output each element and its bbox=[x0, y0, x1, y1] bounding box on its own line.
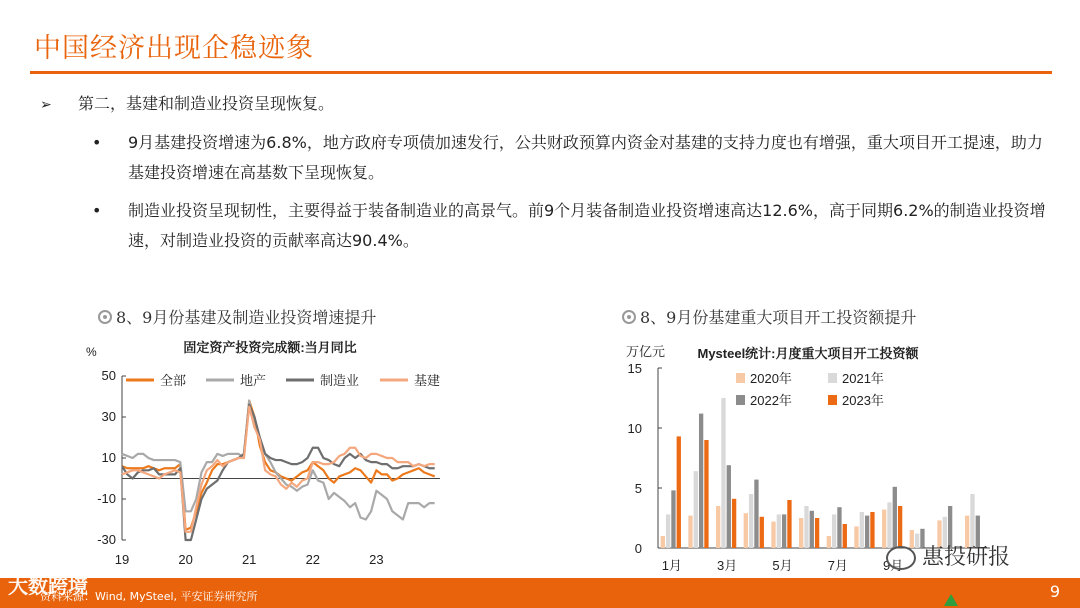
bar bbox=[661, 536, 665, 548]
watermark-left: 大数跨境 bbox=[8, 574, 88, 598]
y-tick-label: -30 bbox=[97, 532, 116, 547]
y-tick-label: 10 bbox=[627, 421, 642, 436]
page-number: 9 bbox=[1049, 582, 1060, 601]
y-axis-unit: 万亿元 bbox=[626, 344, 666, 359]
legend-swatch bbox=[828, 395, 837, 405]
bar bbox=[837, 507, 841, 548]
x-tick-label: 21 bbox=[241, 552, 257, 567]
y-tick-label: 10 bbox=[101, 450, 116, 465]
bar bbox=[787, 500, 791, 548]
watermark-right-text: 惠投研报 bbox=[922, 545, 1011, 570]
target-icon bbox=[98, 310, 112, 324]
bullet-item bbox=[92, 196, 1057, 256]
bar bbox=[754, 480, 758, 548]
left-chart-caption-text: 8、9月份基建及制造业投资增速提升 bbox=[116, 308, 377, 327]
bar bbox=[804, 506, 808, 548]
bullet-list bbox=[92, 128, 1057, 264]
y-tick-label: -10 bbox=[97, 491, 116, 506]
x-tick-label: 7月 bbox=[827, 558, 848, 573]
x-tick-label: 22 bbox=[305, 552, 321, 567]
x-axis bbox=[115, 479, 440, 568]
bar bbox=[727, 465, 731, 548]
bar bbox=[865, 516, 869, 548]
y-tick-label: 0 bbox=[634, 541, 642, 556]
y-axis-unit: % bbox=[86, 345, 97, 359]
bar bbox=[799, 518, 803, 548]
legend-label: 2022年 bbox=[750, 393, 792, 408]
bar bbox=[721, 398, 725, 548]
target-icon bbox=[622, 310, 636, 324]
x-tick-label: 19 bbox=[114, 552, 130, 567]
bullet-text: 9月基建投资增速为6.8%，地方政府专项债加速发行，公共财政预算内资金对基建的支持力度也有增强，重大项目开工提速，助力基建投资增速在高基数下呈现恢复。 bbox=[128, 133, 1043, 182]
bullet-text: 制造业投资呈现韧性，主要得益于装备制造业的高景气。前9个月装备制造业投资增速高达12.6%，高于同期6.2%的制造业投资增速，对制造业投资的贡献率高达90.4%。 bbox=[128, 201, 1046, 250]
legend-label: 全部 bbox=[160, 373, 187, 388]
wechat-icon bbox=[886, 546, 916, 570]
bar bbox=[716, 506, 720, 548]
bar bbox=[749, 494, 753, 548]
right-chart-caption bbox=[622, 305, 916, 328]
legend-swatch bbox=[736, 373, 745, 383]
bar bbox=[694, 471, 698, 548]
arrow-bullet-icon: ➢ bbox=[40, 97, 52, 113]
legend bbox=[736, 371, 884, 408]
bar bbox=[671, 490, 675, 548]
bar bbox=[843, 524, 847, 548]
y-axis bbox=[628, 361, 662, 556]
x-tick-label: 20 bbox=[178, 552, 193, 567]
bar bbox=[860, 512, 864, 548]
tree-logo-icon bbox=[944, 594, 958, 606]
plot-area bbox=[661, 398, 980, 548]
bar bbox=[777, 514, 781, 548]
bar bbox=[677, 436, 681, 548]
x-tick-label: 5月 bbox=[772, 558, 793, 573]
y-tick-label: 5 bbox=[634, 481, 642, 496]
plot-area bbox=[122, 401, 435, 540]
key-point bbox=[40, 91, 334, 114]
right-chart-caption-text: 8、9月份基建重大项目开工投资额提升 bbox=[640, 308, 917, 327]
legend-label: 2021年 bbox=[842, 371, 884, 386]
bar bbox=[771, 522, 775, 548]
bar bbox=[782, 514, 786, 548]
bullet-dot-icon: • bbox=[92, 201, 102, 220]
y-axis bbox=[97, 368, 126, 547]
y-tick-label: 15 bbox=[627, 361, 642, 376]
key-point-text: 第二，基建和制造业投资呈现恢复。 bbox=[78, 94, 335, 113]
legend bbox=[126, 373, 440, 388]
bar bbox=[832, 514, 836, 548]
y-tick-label: 50 bbox=[101, 368, 116, 383]
bar bbox=[870, 512, 874, 548]
bullet-item bbox=[92, 128, 1057, 188]
legend-swatch bbox=[828, 373, 837, 383]
bar bbox=[854, 526, 858, 548]
bar bbox=[688, 516, 692, 548]
x-tick-label: 9月 bbox=[883, 558, 904, 573]
watermark-right bbox=[886, 540, 1010, 571]
bullet-dot-icon: • bbox=[92, 133, 102, 152]
y-tick-label: 30 bbox=[101, 409, 116, 424]
bar bbox=[744, 513, 748, 548]
title-divider bbox=[30, 71, 1052, 74]
x-tick-label: 3月 bbox=[717, 558, 738, 573]
bar bbox=[704, 440, 708, 548]
legend-swatch bbox=[736, 395, 745, 405]
x-tick-label: 1月 bbox=[661, 558, 682, 573]
chart-title: 固定资产投资完成额:当月同比 bbox=[183, 340, 357, 355]
bar bbox=[827, 536, 831, 548]
left-chart-caption bbox=[98, 305, 376, 328]
bar bbox=[893, 487, 897, 548]
chart-title: Mysteel统计:月度重大项目开工投资额 bbox=[697, 346, 919, 361]
bar bbox=[760, 517, 764, 548]
bar bbox=[732, 499, 736, 548]
bar bbox=[699, 414, 703, 548]
bar bbox=[810, 511, 814, 548]
legend-label: 地产 bbox=[240, 373, 267, 388]
source-note: 资料来源：Wind, MySteel, 平安证券研究所 bbox=[40, 590, 258, 603]
legend-label: 基建 bbox=[414, 373, 441, 388]
legend-label: 2020年 bbox=[750, 371, 792, 386]
legend-label: 制造业 bbox=[320, 373, 360, 388]
line-chart bbox=[80, 336, 460, 572]
bar bbox=[666, 514, 670, 548]
legend-label: 2023年 bbox=[842, 393, 884, 408]
x-tick-label: 23 bbox=[369, 552, 384, 567]
slide-title: 中国经济出现企稳迹象 bbox=[34, 33, 314, 64]
bar bbox=[815, 518, 819, 548]
